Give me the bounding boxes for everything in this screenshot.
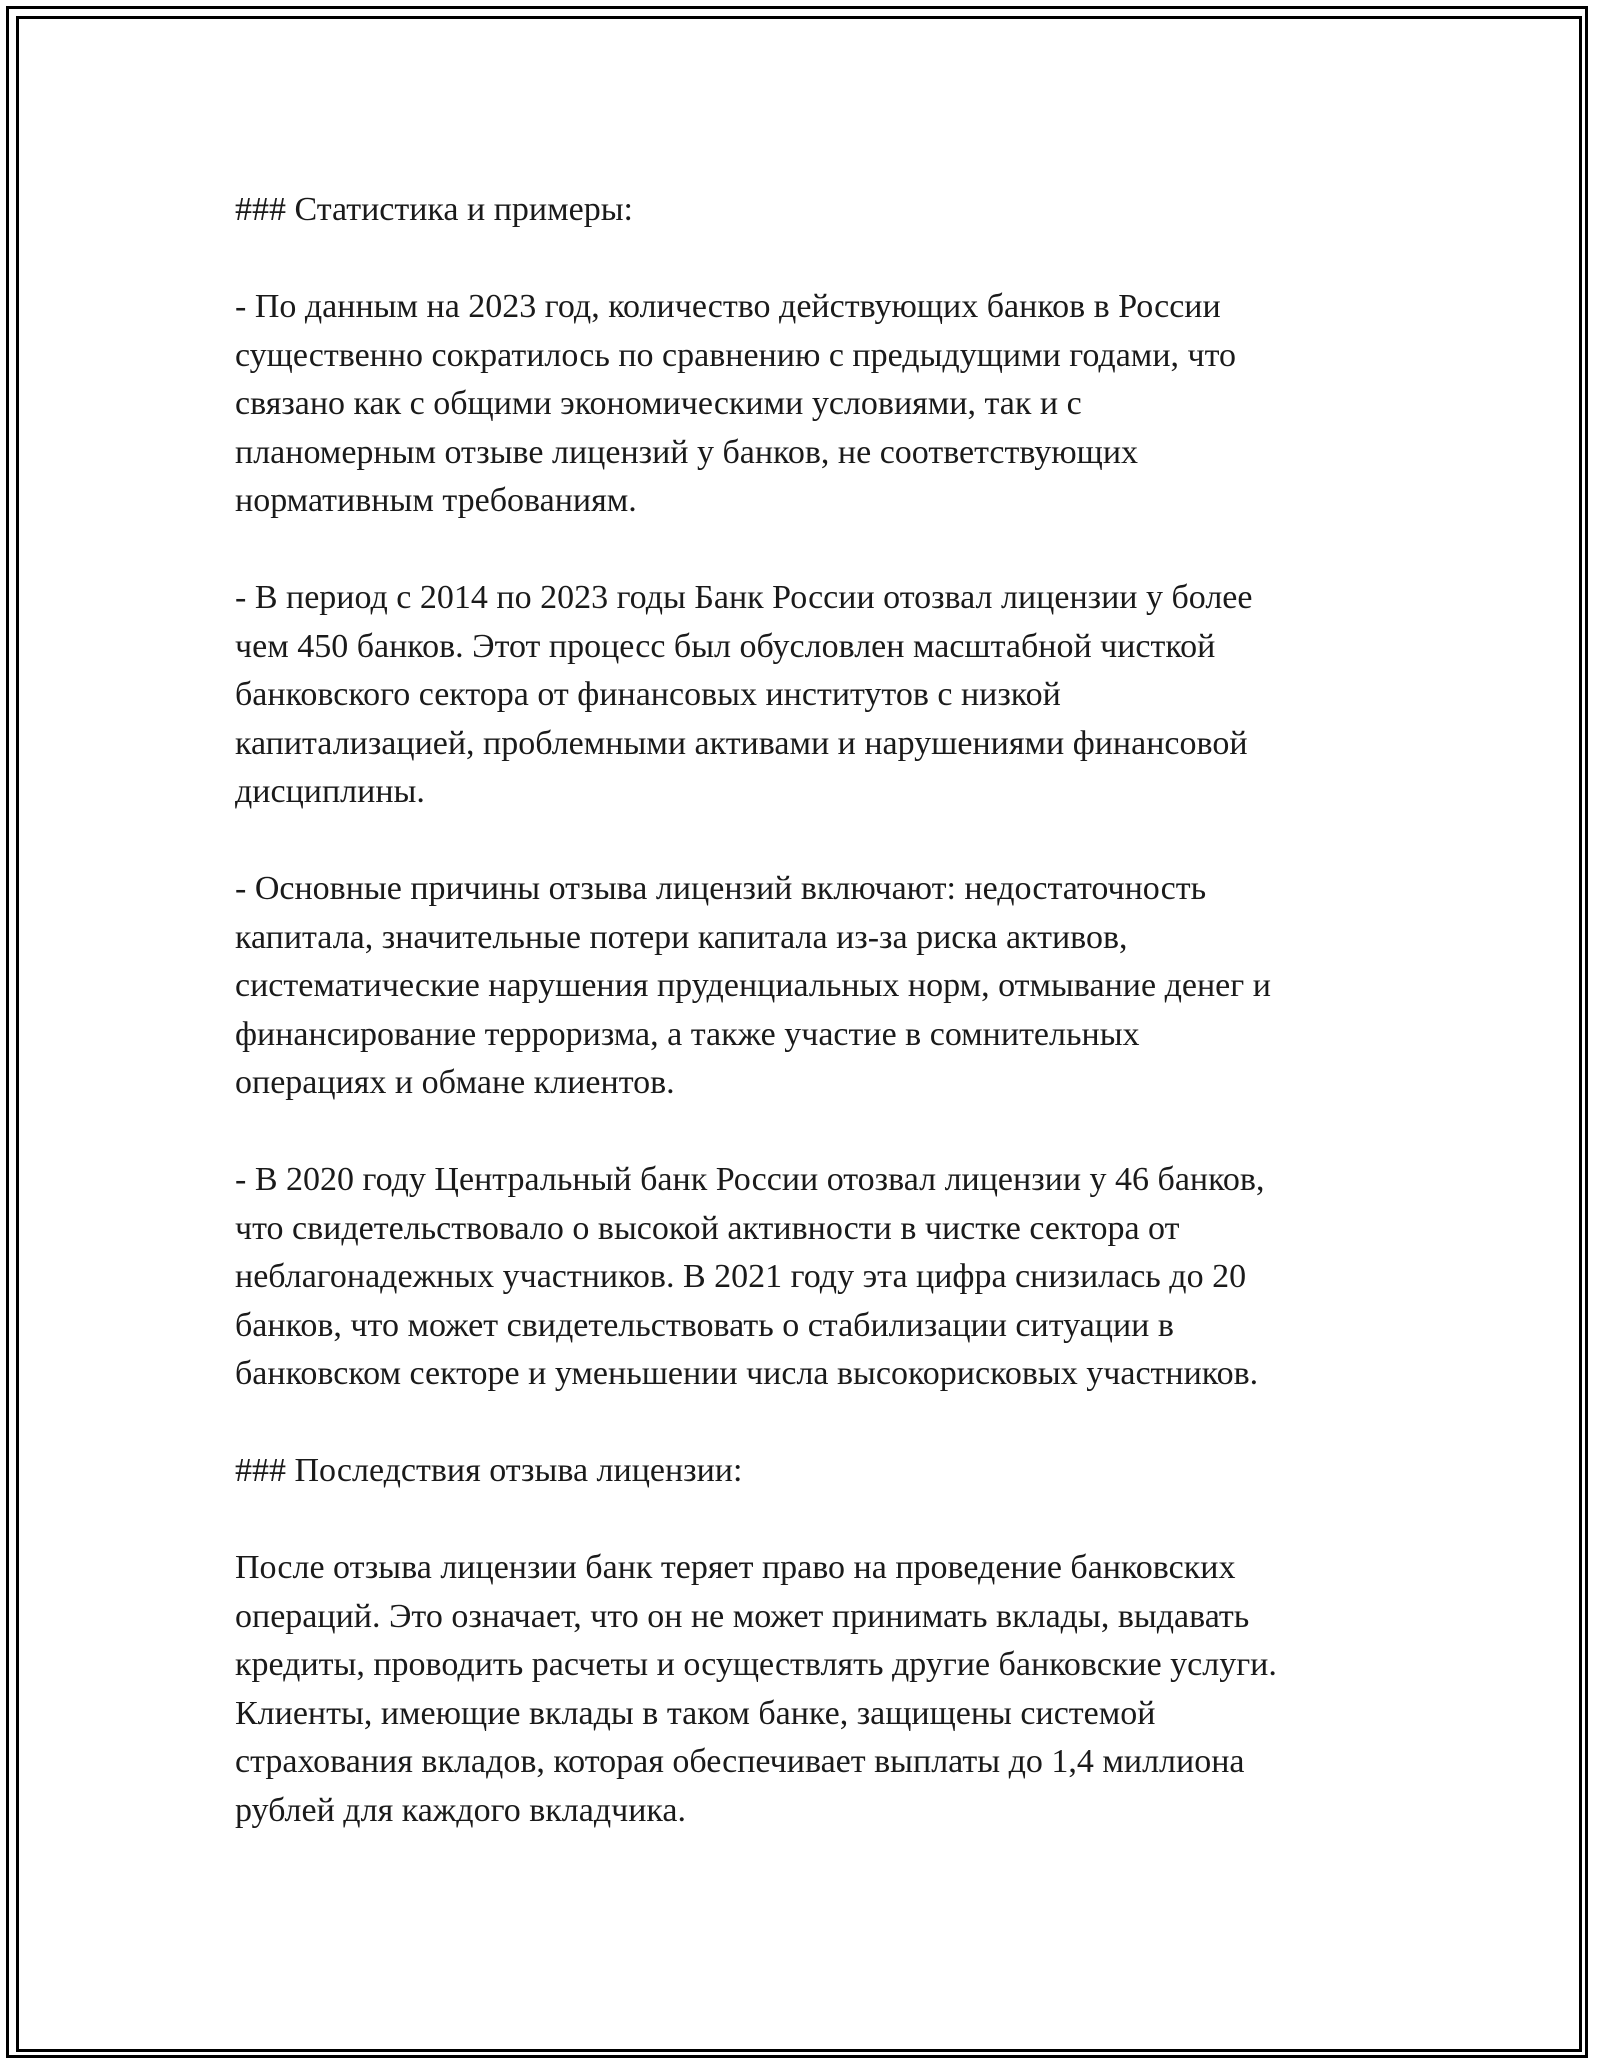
paragraph-revocation-reasons: - Основные причины отзыва лицензий включают: недостаточность капитала, значительные потери капитала из-за риска активов, систематические нарушения пруденциальных норм, отмывание денег и финансирование терроризма, а также участие в сомнительных операциях и обмане клиентов. <box>235 870 1271 1101</box>
paragraph-revocations-2014-2023: - В период с 2014 по 2023 годы Банк России отозвал лицензии у более чем 450 банков. Этот процесс был обусловлен масштабной чисткой банковского сектора от финансовых институтов с низкой капитализацией, проблемными активами и нарушениями финансовой дисциплины. <box>235 579 1253 810</box>
section-heading-consequences: ### Последствия отзыва лицензии: <box>235 1452 743 1489</box>
paragraph-revocations-2020-2021: - В 2020 году Центральный банк России отозвал лицензии у 46 банков, что свидетельствовало о высокой активности в чистке сектора от неблагонадежных участников. В 2021 году эта цифра снизилась до 20 банков, что может свидетельствовать о стабилизации ситуации в банковском секторе и уменьшении числа высокорисковых участников. <box>235 1161 1265 1392</box>
paragraph-consequences: После отзыва лицензии банк теряет право на проведение банковских операций. Это означает, что он не может принимать вклады, выдавать кредиты, проводить расчеты и осуществлять другие банковские услуги. Клиенты, имеющие вклады в таком банке, защищены системой страхования вкладов, которая обеспечивает выплаты до 1,4 миллиона рублей для каждого вкладчика. <box>235 1549 1277 1829</box>
document-body <box>235 186 1375 1835</box>
paragraph-bank-count-2023: - По данным на 2023 год, количество действующих банков в России существенно сократилось по сравнению с предыдущими годами, что связано как с общими экономическими условиями, так и с планомерным отзыве лицензий у банков, не соответствующих нормативным требованиям. <box>235 288 1237 519</box>
section-heading-statistics: ### Статистика и примеры: <box>235 191 633 228</box>
